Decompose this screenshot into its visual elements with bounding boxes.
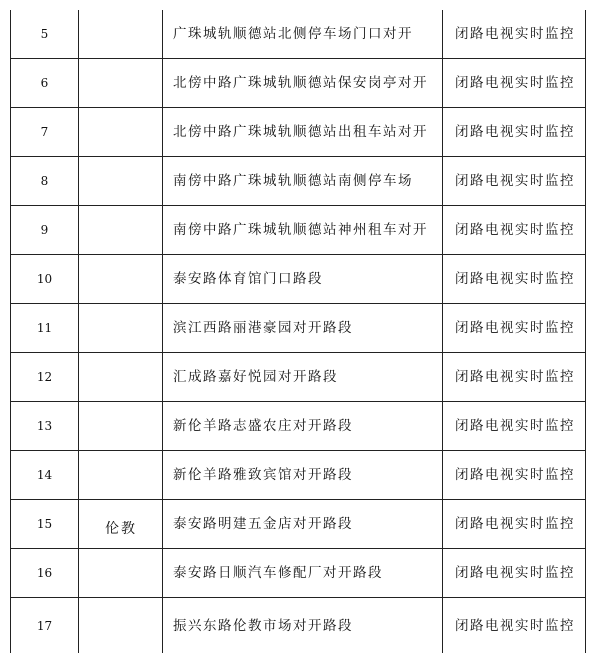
monitor-type-cell: 闭路电视实时监控 [455, 467, 575, 483]
location-cell: 泰安路日顺汽车修配厂对开路段 [173, 565, 383, 581]
location-cell: 南傍中路广珠城轨顺德站南侧停车场 [173, 173, 413, 189]
location-cell: 振兴东路伦教市场对开路段 [173, 617, 353, 634]
location-cell: 泰安路明建五金店对开路段 [173, 516, 353, 532]
table-row [11, 402, 585, 451]
area-cell: 伦教 [105, 520, 137, 537]
table-row [11, 255, 585, 304]
location-cell: 汇成路嘉好悦园对开路段 [173, 369, 338, 385]
row-number: 6 [40, 76, 49, 90]
location-cell: 泰安路体育馆门口路段 [173, 271, 323, 287]
row-number: 11 [36, 321, 53, 335]
row-number: 5 [40, 27, 49, 41]
location-cell: 北傍中路广珠城轨顺德站保安岗亭对开 [173, 75, 428, 91]
table-row [11, 500, 585, 549]
location-cell: 滨江西路丽港豪园对开路段 [173, 320, 353, 336]
monitor-type-cell: 闭路电视实时监控 [455, 271, 575, 287]
table-row [11, 549, 585, 598]
table-row [11, 598, 585, 653]
monitor-type-cell: 闭路电视实时监控 [455, 26, 575, 42]
monitor-type-cell: 闭路电视实时监控 [455, 75, 575, 91]
row-number: 14 [36, 468, 53, 482]
table-row [11, 206, 585, 255]
table-row [11, 10, 585, 59]
row-number: 7 [40, 125, 49, 139]
monitor-type-cell: 闭路电视实时监控 [455, 124, 575, 140]
table-row [11, 304, 585, 353]
monitor-type-cell: 闭路电视实时监控 [455, 617, 575, 634]
monitor-type-cell: 闭路电视实时监控 [455, 418, 575, 434]
monitor-type-cell: 闭路电视实时监控 [455, 173, 575, 189]
row-number: 9 [40, 223, 49, 237]
table-row [11, 157, 585, 206]
table-row [11, 108, 585, 157]
monitor-type-cell: 闭路电视实时监控 [455, 369, 575, 385]
row-number: 17 [36, 618, 53, 633]
row-number: 10 [36, 272, 53, 286]
table-row [11, 451, 585, 500]
table-row [11, 353, 585, 402]
row-number: 8 [40, 174, 49, 188]
monitor-type-cell: 闭路电视实时监控 [455, 516, 575, 532]
location-cell: 广珠城轨顺德站北侧停车场门口对开 [173, 26, 413, 42]
location-cell: 北傍中路广珠城轨顺德站出租车站对开 [173, 124, 428, 140]
row-number: 13 [36, 419, 53, 433]
row-number: 16 [36, 566, 53, 580]
monitor-type-cell: 闭路电视实时监控 [455, 320, 575, 336]
monitor-type-cell: 闭路电视实时监控 [455, 565, 575, 581]
table-row [11, 59, 585, 108]
row-number: 15 [36, 517, 53, 531]
location-cell: 南傍中路广珠城轨顺德站神州租车对开 [173, 222, 428, 238]
location-cell: 新伦羊路志盛农庄对开路段 [173, 418, 353, 434]
row-number: 12 [36, 370, 53, 384]
location-cell: 新伦羊路雅致宾馆对开路段 [173, 467, 353, 483]
monitor-type-cell: 闭路电视实时监控 [455, 222, 575, 238]
monitoring-table [10, 10, 586, 653]
